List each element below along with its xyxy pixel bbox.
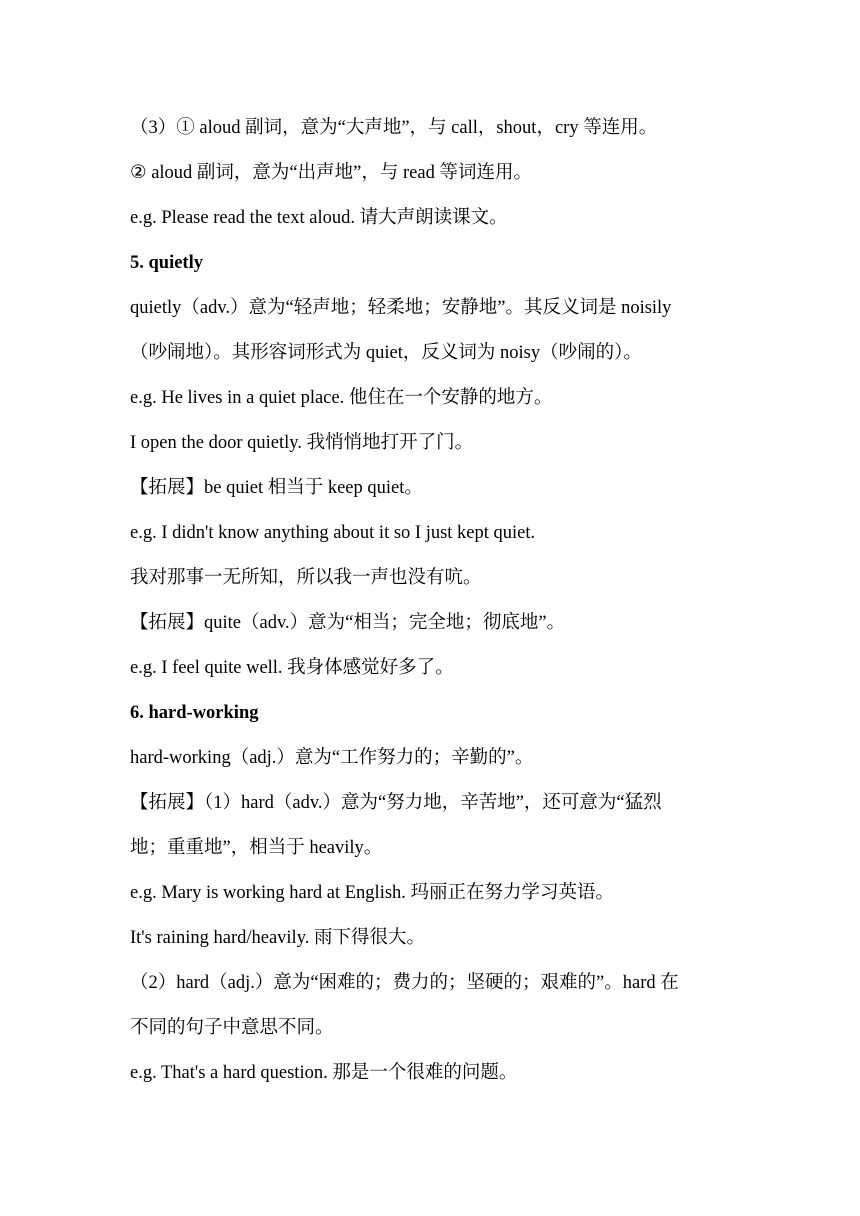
hard-adv-example-2: It's raining hard/heavily. 雨下得很大。	[130, 928, 425, 948]
hard-working-definition: hard-working（adj.）意为“工作努力的；辛勤的”。	[130, 748, 534, 768]
expansion-be-quiet: 【拓展】be quiet 相当于 keep quiet。	[130, 478, 423, 498]
quietly-definition-1: quietly（adv.）意为“轻声地；轻柔地；安静地”。其反义词是 noisily	[130, 298, 672, 318]
aloud-example: e.g. Please read the text aloud. 请大声朗读课文。	[130, 208, 508, 228]
hard-adj-example: e.g. That's a hard question. 那是一个很难的问题。	[130, 1063, 518, 1083]
aloud-usage-2: ② aloud 副词，意为“出声地”，与 read 等词连用。	[130, 163, 532, 183]
heading-hard-working: 6. hard-working	[130, 703, 259, 723]
expansion-quite: 【拓展】quite（adv.）意为“相当；完全地；彻底地”。	[130, 613, 566, 633]
be-quiet-example: e.g. I didn't know anything about it so I just kept quiet.	[130, 523, 536, 543]
quietly-definition-2: （吵闹地）。其形容词形式为 quiet，反义词为 noisy（吵闹的）。	[130, 343, 642, 363]
quite-example: e.g. I feel quite well. 我身体感觉好多了。	[130, 658, 454, 678]
quietly-example-2: I open the door quietly. 我悄悄地打开了门。	[130, 433, 474, 453]
hard-adj-definition-1: （2）hard（adj.）意为“困难的；费力的；坚硬的；艰难的”。hard 在	[130, 973, 679, 993]
hard-adv-example-1: e.g. Mary is working hard at English. 玛丽正在努力学习英语。	[130, 883, 615, 903]
expansion-hard-adv-1: 【拓展】（1）hard（adv.）意为“努力地，辛苦地”，还可意为“猛烈	[130, 793, 662, 813]
heading-quietly: 5. quietly	[130, 253, 203, 273]
expansion-hard-adv-2: 地；重重地”，相当于 heavily。	[130, 838, 383, 858]
quietly-example-1: e.g. He lives in a quiet place. 他住在一个安静的地方。	[130, 388, 553, 408]
be-quiet-translation: 我对那事一无所知，所以我一声也没有吭。	[130, 568, 482, 588]
hard-adj-definition-2: 不同的句子中意思不同。	[130, 1018, 334, 1038]
aloud-usage-1: （3）① aloud 副词，意为“大声地”，与 call，shout，cry 等连用。	[130, 118, 658, 138]
